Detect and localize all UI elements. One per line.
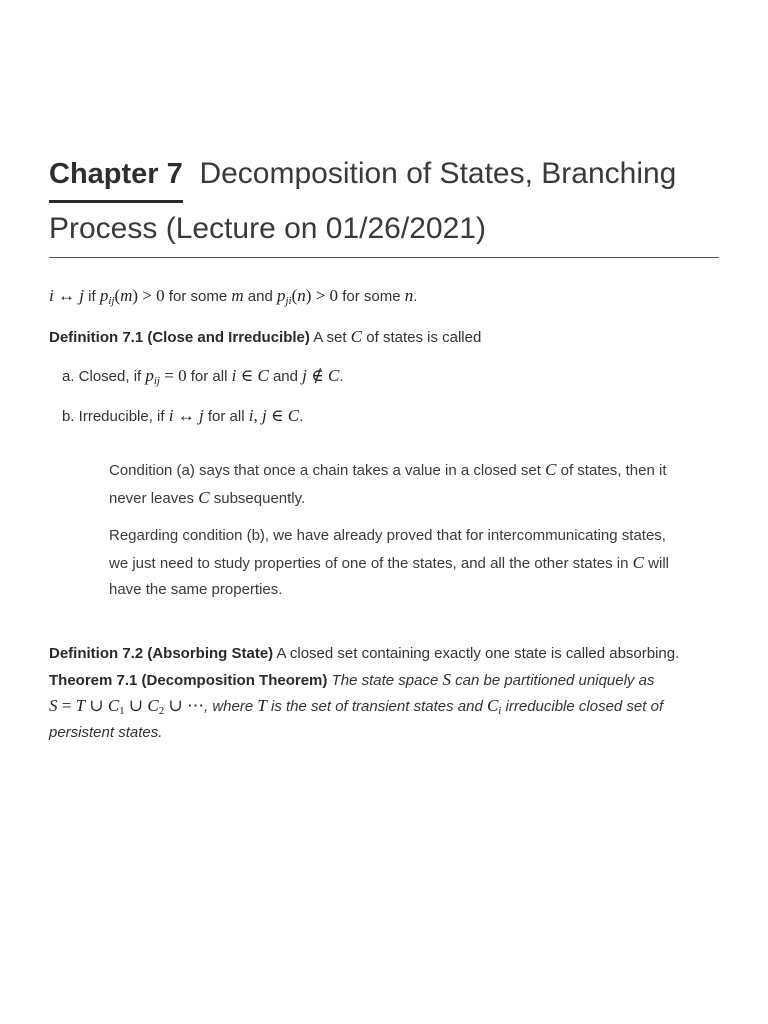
title-part-2: Process (Lecture on 01/26/2021) [49, 212, 486, 245]
remark-p2-line3: have the same properties. [109, 581, 283, 598]
def71-text-a: A set [309, 329, 351, 346]
item-a-mid2: and [268, 368, 303, 385]
theorem-7-1-line-3 [49, 720, 162, 746]
math-i-comm-j-2: i ↔ j [168, 406, 204, 425]
item-a-mid1: for all [186, 368, 232, 385]
item-b-prefix: b. Irreducible, if [62, 408, 169, 425]
remark-p1-part2: of states, then it [556, 462, 667, 479]
definition-7-2-label: Definition 7.2 (Absorbing State) [49, 645, 274, 662]
math-m: m [231, 286, 244, 305]
math-ij-in-C: i, j ∈ C [248, 406, 300, 425]
def71-text-b: of states is called [362, 329, 482, 346]
intro-text-if: if [83, 288, 100, 305]
title-part-1: Decomposition of States, Branching [199, 157, 677, 190]
math-j-notin-C: j ∉ C [302, 366, 340, 385]
math-S: S [442, 670, 451, 689]
math-C-3: C [198, 487, 210, 507]
heading-divider [49, 257, 719, 258]
chapter-underline [49, 200, 183, 203]
math-decomposition-formula: S = T ∪ C1 ∪ C2 ∪ ⋯ [49, 696, 204, 717]
definition-7-2 [49, 641, 679, 667]
theorem-7-1-line-2 [49, 693, 663, 721]
list-item-closed [62, 363, 344, 391]
math-pij-m: pij(m) > 0 [99, 286, 165, 307]
intro-text-for-some-1: for some [164, 288, 232, 305]
remark-p1-part3: never leaves [109, 489, 199, 507]
intro-text-end: . [413, 288, 418, 305]
math-i-in-C: i ∈ C [231, 366, 269, 385]
remark-p1-part1: Condition (a) says that once a chain takes a value in a closed set [109, 462, 546, 479]
chapter-label [49, 152, 183, 196]
list-item-irreducible [62, 403, 303, 430]
page-title-line-1 [49, 152, 676, 196]
remark-p2-line2a: we just need to study properties of one of the states, and all the other states in [109, 554, 633, 572]
math-Ci: Ci [486, 696, 502, 717]
theorem-7-1-label: Theorem 7.1 (Decomposition Theorem) [49, 672, 328, 689]
chapter-label-text: Chapter 7 [49, 158, 183, 190]
thm71-text-d: is the set of transient states and [266, 698, 487, 715]
thm71-text-f: persistent states. [49, 724, 163, 741]
thm71-text-b: can be partitioned uniquely as [450, 672, 655, 689]
math-C-2: C [545, 460, 557, 479]
math-n: n [404, 286, 414, 305]
math-T: T [257, 696, 267, 715]
math-C: C [350, 327, 363, 346]
definition-7-1-label: Definition 7.1 (Close and Irreducible) [49, 329, 310, 346]
thm71-text-a: The state space [327, 672, 443, 689]
item-b-mid: for all [203, 408, 249, 425]
intro-text-and: and [243, 288, 277, 305]
def72-text: A closed set containing exactly one state is called absorbing. [273, 645, 680, 662]
remark-p2-line2b: will [644, 554, 669, 572]
theorem-7-1-line-1 [49, 667, 654, 694]
remark-paragraph-1 [109, 457, 709, 512]
remark-paragraph-2 [109, 523, 709, 604]
item-a-end: . [339, 368, 344, 385]
item-a-prefix: a. Closed, if [62, 368, 146, 385]
math-pij-eq-0: pij = 0 [145, 366, 187, 387]
intro-text-for-some-2: for some [338, 288, 405, 305]
definition-7-1 [49, 324, 481, 351]
remark-p2-line1: Regarding condition (b), we have already proved that for intercommunicating states, [109, 527, 666, 544]
communication-definition [49, 283, 417, 311]
math-pji-n: pji(n) > 0 [276, 286, 339, 307]
math-C-4: C [632, 552, 644, 572]
item-b-end: . [299, 408, 304, 425]
math-i-comm-j: i ↔ j [49, 286, 84, 305]
remark-p1-part4: subsequently. [209, 489, 306, 507]
thm71-text-c: , where [204, 698, 258, 715]
thm71-text-e: irreducible closed set of [501, 698, 664, 715]
